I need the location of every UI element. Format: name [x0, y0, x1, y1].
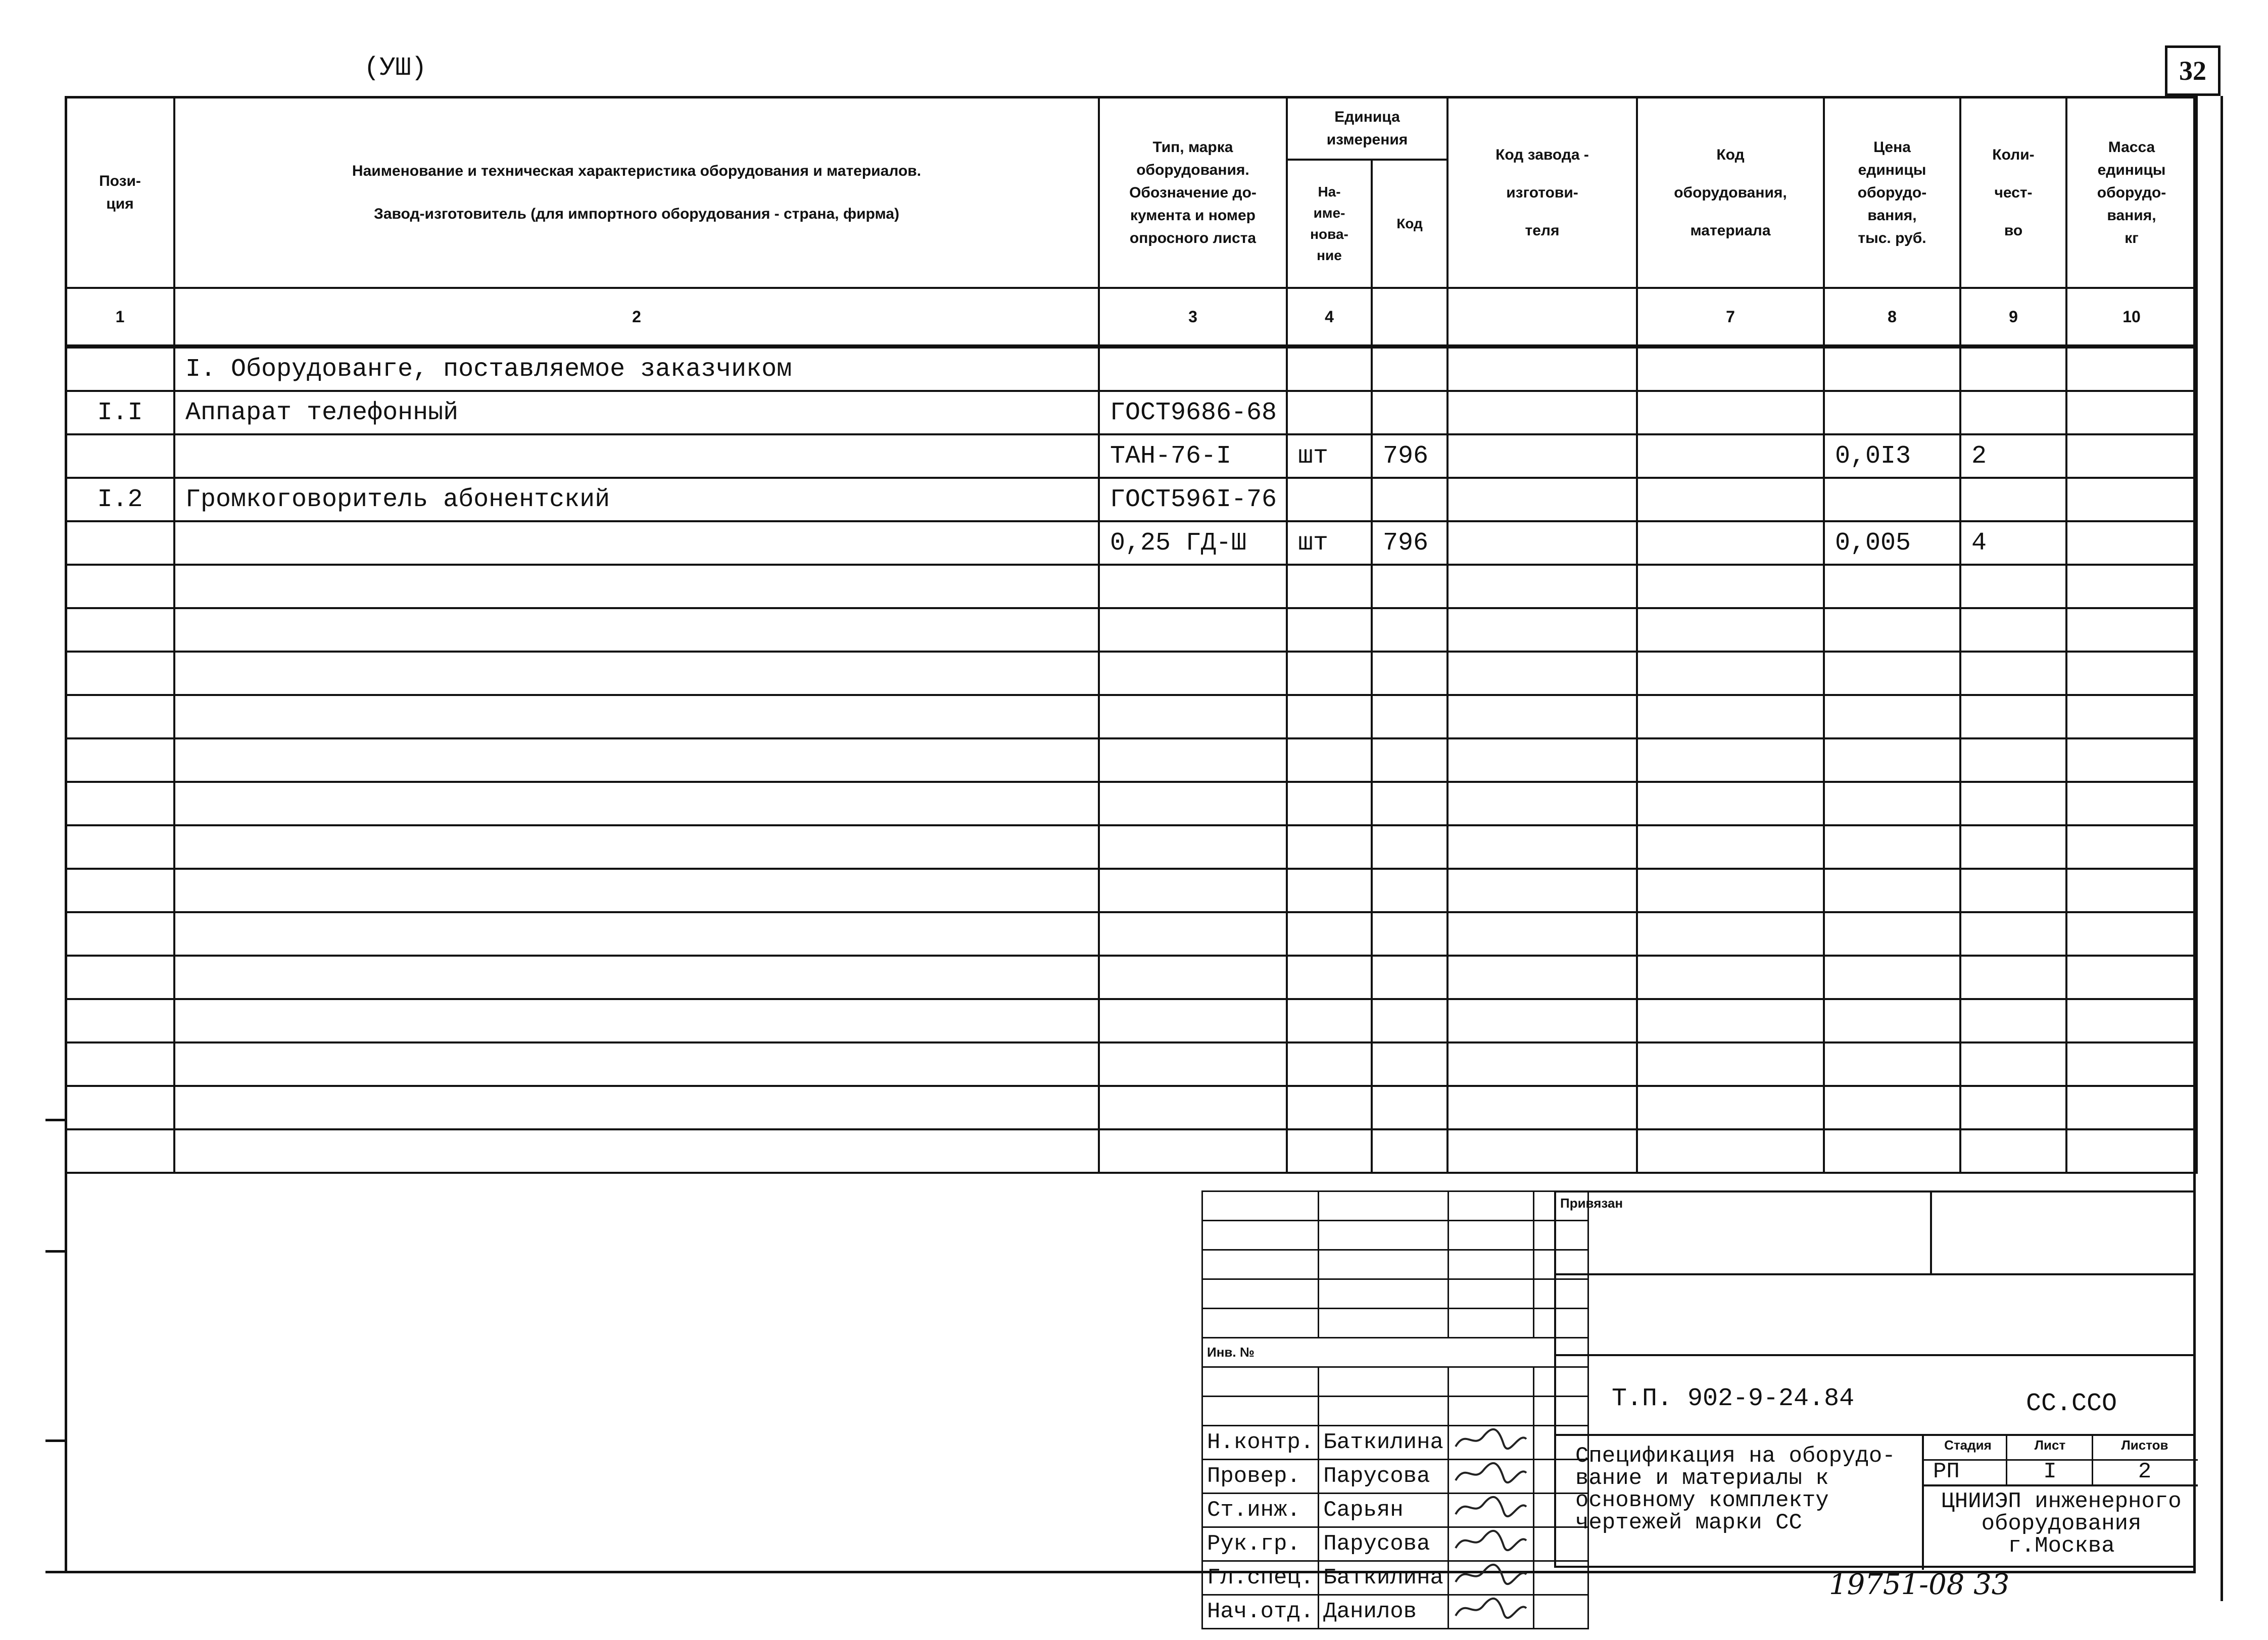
row-price	[1824, 999, 1960, 1042]
table-row	[66, 521, 2197, 565]
signature-role: Нач.отд.	[1202, 1595, 1319, 1629]
signature-row	[1202, 1460, 1588, 1494]
column-number: 2	[174, 288, 1099, 346]
row-unit-code	[1372, 999, 1447, 1042]
row-type	[1099, 346, 1287, 391]
row-mass	[2066, 999, 2197, 1042]
row-position	[66, 1129, 174, 1173]
row-quantity	[1960, 1129, 2066, 1173]
signature-row	[1202, 1561, 1588, 1595]
row-name	[174, 782, 1099, 825]
column-number: 10	[2066, 288, 2197, 346]
signature-mark	[1448, 1527, 1533, 1561]
row-unit	[1287, 346, 1372, 391]
row-equipment-code	[1637, 1086, 1824, 1129]
row-price	[1824, 391, 1960, 434]
organization: ЦНИИЭП инженерного оборудования г.Москва	[1941, 1489, 2182, 1559]
row-quantity	[1960, 478, 2066, 521]
row-unit	[1287, 825, 1372, 869]
row-unit-code	[1372, 1086, 1447, 1129]
handwritten-signature	[1453, 1596, 1529, 1621]
row-unit	[1287, 565, 1372, 608]
row-position	[66, 652, 174, 695]
sheet-label: Лист	[2034, 1437, 2066, 1453]
signature-name: Баткилина	[1319, 1426, 1449, 1460]
row-equipment-code	[1637, 1042, 1824, 1086]
row-equipment-code	[1637, 782, 1824, 825]
row-unit	[1287, 738, 1372, 782]
row-factory-code	[1447, 738, 1637, 782]
signature-mark	[1448, 1460, 1533, 1494]
row-factory-code	[1447, 1042, 1637, 1086]
row-name	[174, 869, 1099, 912]
row-quantity	[1960, 738, 2066, 782]
row-position	[66, 521, 174, 565]
archive-stamp: 19751-08 33	[1829, 1568, 2010, 1601]
row-unit	[1287, 782, 1372, 825]
row-factory-code	[1447, 608, 1637, 652]
specification-table	[65, 96, 2198, 1174]
row-type	[1099, 695, 1287, 738]
row-unit-code	[1372, 869, 1447, 912]
row-position	[66, 999, 174, 1042]
table-row	[66, 956, 2197, 999]
row-position: I.2	[66, 478, 174, 521]
row-unit-code: 796	[1372, 521, 1447, 565]
signature-row	[1202, 1494, 1588, 1527]
row-mass	[2066, 478, 2197, 521]
row-quantity	[1960, 999, 2066, 1042]
handwritten-signature	[1453, 1528, 1529, 1553]
row-price	[1824, 1042, 1960, 1086]
row-mass	[2066, 1086, 2197, 1129]
row-price	[1824, 565, 1960, 608]
row-price	[1824, 608, 1960, 652]
row-factory-code	[1447, 695, 1637, 738]
margin-tick	[45, 1439, 65, 1442]
table-row	[66, 1042, 2197, 1086]
row-unit-code	[1372, 652, 1447, 695]
row-equipment-code	[1637, 912, 1824, 956]
row-equipment-code	[1637, 608, 1824, 652]
row-position	[66, 434, 174, 478]
row-unit-code	[1372, 695, 1447, 738]
inventory-number-label: Инв. №	[1202, 1338, 1588, 1367]
row-type	[1099, 956, 1287, 999]
row-position	[66, 1042, 174, 1086]
document-mark: СС.ССО	[2026, 1389, 2117, 1418]
column-number: 1	[66, 288, 174, 346]
header-type: Тип, марка оборудования. Обозначение до- кумента и номер опросного листа	[1099, 97, 1287, 288]
row-mass	[2066, 391, 2197, 434]
table-row	[66, 869, 2197, 912]
row-position	[66, 346, 174, 391]
row-price	[1824, 912, 1960, 956]
signature-mark	[1448, 1494, 1533, 1527]
row-unit	[1287, 912, 1372, 956]
table-row	[66, 782, 2197, 825]
row-type	[1099, 1129, 1287, 1173]
row-price: 0,005	[1824, 521, 1960, 565]
row-equipment-code	[1637, 999, 1824, 1042]
row-mass	[2066, 1129, 2197, 1173]
row-name	[174, 999, 1099, 1042]
row-position	[66, 912, 174, 956]
row-unit-code	[1372, 1042, 1447, 1086]
row-unit	[1287, 1129, 1372, 1173]
row-unit-code	[1372, 1129, 1447, 1173]
handwritten-signature	[1453, 1460, 1529, 1485]
row-factory-code	[1447, 825, 1637, 869]
column-number	[1447, 288, 1637, 346]
row-unit: шт	[1287, 521, 1372, 565]
row-unit-code	[1372, 912, 1447, 956]
header-price: Цена единицы оборудо- вания, тыс. руб.	[1824, 97, 1960, 288]
header-mass: Масса единицы оборудо- вания, кг	[2066, 97, 2197, 288]
signature-row	[1202, 1527, 1588, 1561]
header-factory-code: Код завода - изготови- теля	[1447, 97, 1637, 288]
row-quantity	[1960, 608, 2066, 652]
row-type	[1099, 999, 1287, 1042]
row-position	[66, 869, 174, 912]
row-unit	[1287, 478, 1372, 521]
title-block-main	[1554, 1190, 2196, 1568]
row-price	[1824, 346, 1960, 391]
row-type: 0,25 ГД-Ш	[1099, 521, 1287, 565]
row-unit-code	[1372, 956, 1447, 999]
row-position	[66, 738, 174, 782]
row-price: 0,0I3	[1824, 434, 1960, 478]
row-equipment-code	[1637, 478, 1824, 521]
row-type	[1099, 782, 1287, 825]
row-unit-code	[1372, 346, 1447, 391]
row-price	[1824, 695, 1960, 738]
row-name	[174, 1086, 1099, 1129]
row-equipment-code	[1637, 1129, 1824, 1173]
row-position: I.I	[66, 391, 174, 434]
header-equipment-code: Код оборудования, материала	[1637, 97, 1824, 288]
signature-mark	[1448, 1561, 1533, 1595]
row-quantity	[1960, 652, 2066, 695]
header-quantity: Коли- чест- во	[1960, 97, 2066, 288]
row-unit	[1287, 956, 1372, 999]
row-position	[66, 782, 174, 825]
signature-name: Данилов	[1319, 1595, 1449, 1629]
document-description: Спецификация на оборудо- вание и материалы к основному комплекту чертежей марки СС	[1575, 1444, 1896, 1535]
row-price	[1824, 825, 1960, 869]
row-mass	[2066, 434, 2197, 478]
row-quantity	[1960, 869, 2066, 912]
column-number: 4	[1287, 288, 1372, 346]
signature-role: Н.контр.	[1202, 1426, 1319, 1460]
row-equipment-code	[1637, 738, 1824, 782]
row-factory-code	[1447, 1129, 1637, 1173]
column-number: 3	[1099, 288, 1287, 346]
row-name	[174, 565, 1099, 608]
signature-name: Парусова	[1319, 1527, 1449, 1561]
stage-value: РП	[1933, 1459, 1960, 1484]
row-quantity	[1960, 956, 2066, 999]
row-equipment-code	[1637, 956, 1824, 999]
row-factory-code	[1447, 521, 1637, 565]
row-name: Громкоговоритель абонентский	[174, 478, 1099, 521]
table-row	[66, 825, 2197, 869]
row-type	[1099, 869, 1287, 912]
row-mass	[2066, 912, 2197, 956]
row-unit	[1287, 869, 1372, 912]
handwritten-signature	[1453, 1426, 1529, 1452]
row-price	[1824, 478, 1960, 521]
row-factory-code	[1447, 478, 1637, 521]
row-factory-code	[1447, 565, 1637, 608]
table-row	[66, 478, 2197, 521]
table-row	[66, 999, 2197, 1042]
table-row	[66, 346, 2197, 391]
row-equipment-code	[1637, 825, 1824, 869]
row-mass	[2066, 782, 2197, 825]
row-type	[1099, 565, 1287, 608]
row-quantity	[1960, 346, 2066, 391]
attached-label: Привязан	[1560, 1196, 1623, 1211]
row-position	[66, 608, 174, 652]
right-frame-line	[2221, 96, 2223, 1601]
row-factory-code	[1447, 1086, 1637, 1129]
row-quantity	[1960, 1086, 2066, 1129]
row-quantity	[1960, 782, 2066, 825]
row-type	[1099, 1042, 1287, 1086]
row-mass	[2066, 695, 2197, 738]
row-factory-code	[1447, 912, 1637, 956]
row-name	[174, 1129, 1099, 1173]
row-unit: шт	[1287, 434, 1372, 478]
row-equipment-code	[1637, 869, 1824, 912]
row-equipment-code	[1637, 695, 1824, 738]
row-mass	[2066, 346, 2197, 391]
row-factory-code	[1447, 346, 1637, 391]
row-price	[1824, 738, 1960, 782]
row-mass	[2066, 521, 2197, 565]
signature-name: Баткилина	[1319, 1561, 1449, 1595]
row-unit	[1287, 652, 1372, 695]
row-unit-code	[1372, 565, 1447, 608]
signature-role: Рук.гр.	[1202, 1527, 1319, 1561]
row-mass	[2066, 869, 2197, 912]
table-row	[66, 652, 2197, 695]
sheets-label: Листов	[2121, 1437, 2168, 1453]
row-quantity	[1960, 1042, 2066, 1086]
signature-row	[1202, 1426, 1588, 1460]
table-row	[66, 391, 2197, 434]
row-type: ГОСТ596I-76	[1099, 478, 1287, 521]
column-number: 9	[1960, 288, 2066, 346]
signature-name: Парусова	[1319, 1460, 1449, 1494]
page-number: 32	[2165, 45, 2221, 96]
row-type	[1099, 652, 1287, 695]
row-name: Аппарат телефонный	[174, 391, 1099, 434]
header-unit-code: Код	[1372, 160, 1447, 288]
table-row	[66, 738, 2197, 782]
row-price	[1824, 652, 1960, 695]
row-position	[66, 565, 174, 608]
row-mass	[2066, 738, 2197, 782]
signature-role: Провер.	[1202, 1460, 1319, 1494]
row-unit	[1287, 999, 1372, 1042]
row-price	[1824, 1086, 1960, 1129]
row-factory-code	[1447, 782, 1637, 825]
signature-date	[1533, 1595, 1588, 1629]
document-number: Т.П. 902-9-24.84	[1612, 1384, 1855, 1413]
row-equipment-code	[1637, 565, 1824, 608]
header-unit: Единица измерения	[1287, 97, 1447, 160]
row-mass	[2066, 956, 2197, 999]
signature-mark	[1448, 1595, 1533, 1629]
row-name	[174, 825, 1099, 869]
table-row	[66, 608, 2197, 652]
table-row	[66, 1129, 2197, 1173]
row-position	[66, 956, 174, 999]
column-number	[1372, 288, 1447, 346]
row-type	[1099, 912, 1287, 956]
row-mass	[2066, 565, 2197, 608]
signature-name: Сарьян	[1319, 1494, 1449, 1527]
signature-role: Гл.спец.	[1202, 1561, 1319, 1595]
row-unit	[1287, 1086, 1372, 1129]
row-name	[174, 652, 1099, 695]
row-factory-code	[1447, 434, 1637, 478]
row-factory-code	[1447, 391, 1637, 434]
table-row	[66, 1086, 2197, 1129]
row-type	[1099, 738, 1287, 782]
row-unit	[1287, 391, 1372, 434]
row-unit	[1287, 695, 1372, 738]
margin-tick	[45, 1250, 65, 1253]
table-row	[66, 434, 2197, 478]
row-unit-code	[1372, 478, 1447, 521]
sheet-code: (УШ)	[364, 53, 427, 83]
row-type	[1099, 608, 1287, 652]
row-name	[174, 695, 1099, 738]
row-quantity	[1960, 565, 2066, 608]
row-name	[174, 608, 1099, 652]
row-unit-code	[1372, 738, 1447, 782]
row-type	[1099, 1086, 1287, 1129]
row-position	[66, 695, 174, 738]
row-factory-code	[1447, 869, 1637, 912]
signature-mark	[1448, 1426, 1533, 1460]
table-row	[66, 912, 2197, 956]
row-price	[1824, 1129, 1960, 1173]
row-name	[174, 434, 1099, 478]
row-unit-code	[1372, 608, 1447, 652]
header-unit-name: На- име- нова- ние	[1287, 160, 1372, 288]
row-price	[1824, 869, 1960, 912]
row-name	[174, 1042, 1099, 1086]
column-number: 8	[1824, 288, 1960, 346]
row-mass	[2066, 652, 2197, 695]
table-row	[66, 695, 2197, 738]
header-position: Пози- ция	[66, 97, 174, 288]
row-quantity	[1960, 695, 2066, 738]
row-equipment-code	[1637, 391, 1824, 434]
row-price	[1824, 782, 1960, 825]
row-name	[174, 738, 1099, 782]
signature-role: Ст.инж.	[1202, 1494, 1319, 1527]
sheet-value: I	[2043, 1459, 2057, 1484]
row-quantity: 4	[1960, 521, 2066, 565]
row-mass	[2066, 825, 2197, 869]
row-position	[66, 1086, 174, 1129]
row-factory-code	[1447, 999, 1637, 1042]
row-equipment-code	[1637, 346, 1824, 391]
table-row	[66, 565, 2197, 608]
row-type	[1099, 825, 1287, 869]
row-type: ГОСТ9686-68	[1099, 391, 1287, 434]
signature-row	[1202, 1595, 1588, 1629]
row-name	[174, 956, 1099, 999]
row-type: ТАН-76-I	[1099, 434, 1287, 478]
title-block-signatures	[1201, 1190, 1589, 1629]
row-unit-code: 796	[1372, 434, 1447, 478]
row-name	[174, 912, 1099, 956]
row-equipment-code	[1637, 521, 1824, 565]
row-unit-code	[1372, 782, 1447, 825]
sheets-value: 2	[2138, 1459, 2152, 1484]
row-equipment-code	[1637, 434, 1824, 478]
row-factory-code	[1447, 956, 1637, 999]
handwritten-signature	[1453, 1494, 1529, 1519]
row-price	[1824, 956, 1960, 999]
row-quantity: 2	[1960, 434, 2066, 478]
row-quantity	[1960, 912, 2066, 956]
handwritten-signature	[1453, 1562, 1529, 1587]
margin-tick	[45, 1571, 65, 1573]
row-unit-code	[1372, 391, 1447, 434]
row-unit-code	[1372, 825, 1447, 869]
row-factory-code	[1447, 652, 1637, 695]
row-unit	[1287, 1042, 1372, 1086]
row-quantity	[1960, 825, 2066, 869]
row-name: I. Оборудованге, поставляемое заказчиком	[174, 346, 1099, 391]
column-number: 7	[1637, 288, 1824, 346]
header-name: Наименование и техническая характеристика оборудования и материалов. Завод-изготовитель (для импортного оборудования - страна, фирма)	[174, 97, 1099, 288]
row-position	[66, 825, 174, 869]
margin-tick	[45, 1119, 65, 1121]
row-mass	[2066, 608, 2197, 652]
row-name	[174, 521, 1099, 565]
stage-label: Стадия	[1944, 1437, 1992, 1453]
row-quantity	[1960, 391, 2066, 434]
row-unit	[1287, 608, 1372, 652]
row-equipment-code	[1637, 652, 1824, 695]
row-mass	[2066, 1042, 2197, 1086]
